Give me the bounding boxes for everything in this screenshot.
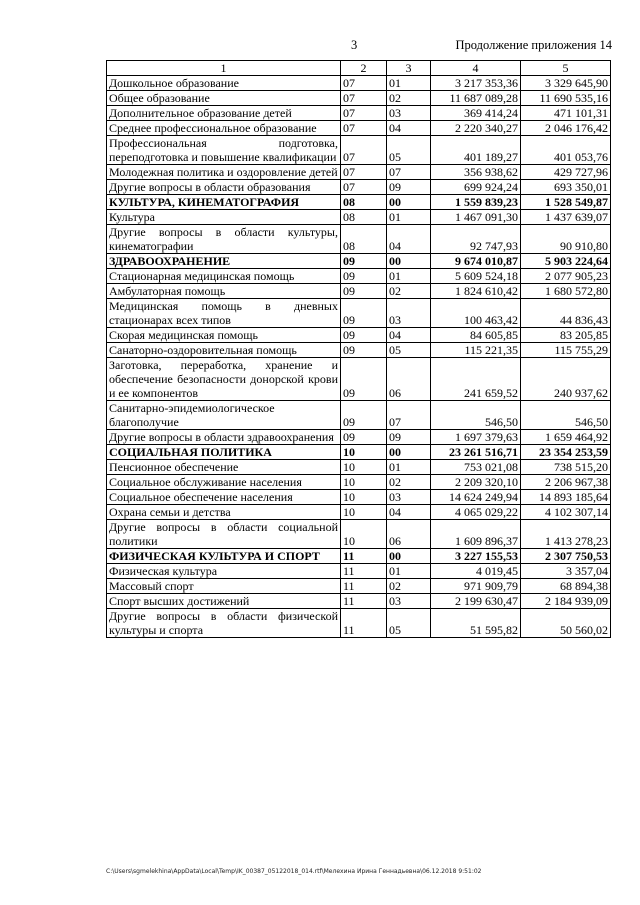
- row-name: ФИЗИЧЕСКАЯ КУЛЬТУРА И СПОРТ: [107, 549, 341, 564]
- value-year1: 92 747,93: [431, 225, 521, 254]
- subsection-code: 01: [387, 210, 431, 225]
- section-code: 07: [341, 76, 387, 91]
- row-name: Другие вопросы в области социальной политики: [107, 520, 341, 549]
- section-code: 09: [341, 328, 387, 343]
- section-code: 11: [341, 549, 387, 564]
- subsection-code: 02: [387, 284, 431, 299]
- value-year2: 23 354 253,59: [521, 445, 611, 460]
- row-name: Другие вопросы в области физической культуры и спорта: [107, 609, 341, 638]
- value-year1: 2 209 320,10: [431, 475, 521, 490]
- value-year2: 115 755,29: [521, 343, 611, 358]
- row-name: Среднее профессиональное образование: [107, 121, 341, 136]
- table-row: [107, 475, 611, 490]
- row-name: Санаторно-оздоровительная помощь: [107, 343, 341, 358]
- value-year2: 3 357,04: [521, 564, 611, 579]
- value-year2: 401 053,76: [521, 136, 611, 165]
- table-row: [107, 343, 611, 358]
- value-year1: 100 463,42: [431, 299, 521, 328]
- value-year1: 971 909,79: [431, 579, 521, 594]
- section-code: 11: [341, 609, 387, 638]
- row-name: Спорт высших достижений: [107, 594, 341, 609]
- table-row: [107, 254, 611, 269]
- row-name: Заготовка, переработка, хранение и обеспечение безопасности донорской крови и ее компонентов: [107, 358, 341, 401]
- table-row: [107, 195, 611, 210]
- column-header: 5: [521, 61, 611, 76]
- value-year1: 5 609 524,18: [431, 269, 521, 284]
- row-name: Дошкольное образование: [107, 76, 341, 91]
- subsection-code: 03: [387, 490, 431, 505]
- subsection-code: 05: [387, 609, 431, 638]
- subsection-code: 00: [387, 549, 431, 564]
- row-name: Другие вопросы в области образования: [107, 180, 341, 195]
- value-year2: 90 910,80: [521, 225, 611, 254]
- table-row: [107, 165, 611, 180]
- row-name: ЗДРАВООХРАНЕНИЕ: [107, 254, 341, 269]
- subsection-code: 03: [387, 106, 431, 121]
- table-row: [107, 106, 611, 121]
- value-year2: 693 350,01: [521, 180, 611, 195]
- value-year1: 1 467 091,30: [431, 210, 521, 225]
- section-code: 10: [341, 445, 387, 460]
- subsection-code: 09: [387, 180, 431, 195]
- row-name: Общее образование: [107, 91, 341, 106]
- table-row: [107, 358, 611, 401]
- value-year2: 14 893 185,64: [521, 490, 611, 505]
- table-row: [107, 284, 611, 299]
- table-header-row: [107, 61, 611, 76]
- row-name: Профессиональная подготовка, переподготовка и повышение квалификации: [107, 136, 341, 165]
- section-code: 08: [341, 210, 387, 225]
- row-name: Социальное обслуживание населения: [107, 475, 341, 490]
- section-code: 11: [341, 564, 387, 579]
- subsection-code: 04: [387, 225, 431, 254]
- value-year1: 3 217 353,36: [431, 76, 521, 91]
- table-row: [107, 579, 611, 594]
- appendix-title: Продолжение приложения 14: [455, 38, 612, 52]
- table-row: [107, 328, 611, 343]
- value-year2: 5 903 224,64: [521, 254, 611, 269]
- section-code: 09: [341, 284, 387, 299]
- subsection-code: 05: [387, 136, 431, 165]
- value-year1: 51 595,82: [431, 609, 521, 638]
- subsection-code: 00: [387, 445, 431, 460]
- section-code: 08: [341, 195, 387, 210]
- table-row: [107, 594, 611, 609]
- row-name: СОЦИАЛЬНАЯ ПОЛИТИКА: [107, 445, 341, 460]
- table-row: [107, 505, 611, 520]
- value-year1: 546,50: [431, 401, 521, 430]
- value-year2: 240 937,62: [521, 358, 611, 401]
- table-row: [107, 180, 611, 195]
- column-header: 2: [341, 61, 387, 76]
- subsection-code: 00: [387, 254, 431, 269]
- subsection-code: 04: [387, 505, 431, 520]
- value-year1: 2 220 340,27: [431, 121, 521, 136]
- section-code: 09: [341, 254, 387, 269]
- row-name: Социальное обеспечение населения: [107, 490, 341, 505]
- row-name: Санитарно-эпидемиологическое благополучие: [107, 401, 341, 430]
- value-year2: 2 184 939,09: [521, 594, 611, 609]
- section-code: 07: [341, 121, 387, 136]
- value-year2: 738 515,20: [521, 460, 611, 475]
- subsection-code: 01: [387, 460, 431, 475]
- table-row: [107, 445, 611, 460]
- value-year1: 401 189,27: [431, 136, 521, 165]
- value-year2: 2 307 750,53: [521, 549, 611, 564]
- section-code: 10: [341, 505, 387, 520]
- table-row: [107, 269, 611, 284]
- value-year1: 115 221,35: [431, 343, 521, 358]
- table-row: [107, 76, 611, 91]
- row-name: Культура: [107, 210, 341, 225]
- section-code: 10: [341, 475, 387, 490]
- row-name: Другие вопросы в области здравоохранения: [107, 430, 341, 445]
- value-year1: 3 227 155,53: [431, 549, 521, 564]
- section-code: 09: [341, 358, 387, 401]
- section-code: 09: [341, 343, 387, 358]
- value-year1: 23 261 516,71: [431, 445, 521, 460]
- subsection-code: 00: [387, 195, 431, 210]
- row-name: Охрана семьи и детства: [107, 505, 341, 520]
- value-year1: 753 021,08: [431, 460, 521, 475]
- subsection-code: 01: [387, 76, 431, 91]
- section-code: 10: [341, 490, 387, 505]
- row-name: Дополнительное образование детей: [107, 106, 341, 121]
- section-code: 07: [341, 136, 387, 165]
- section-code: 11: [341, 579, 387, 594]
- value-year1: 241 659,52: [431, 358, 521, 401]
- section-code: 08: [341, 225, 387, 254]
- row-name: Молодежная политика и оздоровление детей: [107, 165, 341, 180]
- value-year2: 546,50: [521, 401, 611, 430]
- section-code: 07: [341, 165, 387, 180]
- section-code: 07: [341, 91, 387, 106]
- row-name: Массовый спорт: [107, 579, 341, 594]
- value-year2: 1 437 639,07: [521, 210, 611, 225]
- value-year1: 369 414,24: [431, 106, 521, 121]
- value-year2: 1 528 549,87: [521, 195, 611, 210]
- page-number: 3: [351, 38, 358, 52]
- column-header: 1: [107, 61, 341, 76]
- value-year1: 1 609 896,37: [431, 520, 521, 549]
- table-row: [107, 91, 611, 106]
- subsection-code: 04: [387, 328, 431, 343]
- value-year2: 44 836,43: [521, 299, 611, 328]
- row-name: Медицинская помощь в дневных стационарах всех типов: [107, 299, 341, 328]
- value-year2: 471 101,31: [521, 106, 611, 121]
- table-row: [107, 225, 611, 254]
- subsection-code: 03: [387, 299, 431, 328]
- subsection-code: 06: [387, 358, 431, 401]
- table-row: [107, 564, 611, 579]
- subsection-code: 04: [387, 121, 431, 136]
- value-year1: 14 624 249,94: [431, 490, 521, 505]
- value-year2: 2 046 176,42: [521, 121, 611, 136]
- file-path-footer: C:\Users\sgmelekhina\AppData\Local\Temp\IK_00387_05122018_014.rtf\Мелехина Ирина Геннадьевна\06.12.2018 9:51:02: [106, 868, 482, 875]
- value-year1: 699 924,24: [431, 180, 521, 195]
- subsection-code: 02: [387, 475, 431, 490]
- subsection-code: 09: [387, 430, 431, 445]
- subsection-code: 07: [387, 401, 431, 430]
- section-code: 07: [341, 180, 387, 195]
- table-row: [107, 490, 611, 505]
- value-year2: 429 727,96: [521, 165, 611, 180]
- table-row: [107, 136, 611, 165]
- table-row: [107, 609, 611, 638]
- value-year2: 1 659 464,92: [521, 430, 611, 445]
- value-year2: 3 329 645,90: [521, 76, 611, 91]
- row-name: КУЛЬТУРА, КИНЕМАТОГРАФИЯ: [107, 195, 341, 210]
- value-year1: 2 199 630,47: [431, 594, 521, 609]
- subsection-code: 05: [387, 343, 431, 358]
- value-year2: 2 077 905,23: [521, 269, 611, 284]
- subsection-code: 06: [387, 520, 431, 549]
- value-year1: 84 605,85: [431, 328, 521, 343]
- table-row: [107, 299, 611, 328]
- subsection-code: 03: [387, 594, 431, 609]
- section-code: 09: [341, 269, 387, 284]
- table-row: [107, 401, 611, 430]
- subsection-code: 02: [387, 579, 431, 594]
- section-code: 10: [341, 460, 387, 475]
- value-year2: 50 560,02: [521, 609, 611, 638]
- row-name: Скорая медицинская помощь: [107, 328, 341, 343]
- section-code: 10: [341, 520, 387, 549]
- row-name: Амбулаторная помощь: [107, 284, 341, 299]
- section-code: 09: [341, 299, 387, 328]
- table-row: [107, 210, 611, 225]
- subsection-code: 01: [387, 269, 431, 284]
- subsection-code: 02: [387, 91, 431, 106]
- subsection-code: 01: [387, 564, 431, 579]
- section-code: 09: [341, 401, 387, 430]
- budget-table: [106, 60, 611, 638]
- value-year1: 11 687 089,28: [431, 91, 521, 106]
- value-year1: 4 019,45: [431, 564, 521, 579]
- value-year2: 68 894,38: [521, 579, 611, 594]
- value-year1: 1 824 610,42: [431, 284, 521, 299]
- value-year2: 1 680 572,80: [521, 284, 611, 299]
- value-year2: 2 206 967,38: [521, 475, 611, 490]
- value-year2: 4 102 307,14: [521, 505, 611, 520]
- row-name: Пенсионное обеспечение: [107, 460, 341, 475]
- column-header: 3: [387, 61, 431, 76]
- value-year1: 9 674 010,87: [431, 254, 521, 269]
- table-row: [107, 520, 611, 549]
- table-row: [107, 121, 611, 136]
- subsection-code: 07: [387, 165, 431, 180]
- value-year1: 1 697 379,63: [431, 430, 521, 445]
- row-name: Другие вопросы в области культуры, кинематографии: [107, 225, 341, 254]
- value-year2: 83 205,85: [521, 328, 611, 343]
- section-code: 07: [341, 106, 387, 121]
- row-name: Стационарная медицинская помощь: [107, 269, 341, 284]
- value-year1: 4 065 029,22: [431, 505, 521, 520]
- table-row: [107, 549, 611, 564]
- column-header: 4: [431, 61, 521, 76]
- value-year2: 1 413 278,23: [521, 520, 611, 549]
- table-row: [107, 460, 611, 475]
- row-name: Физическая культура: [107, 564, 341, 579]
- section-code: 09: [341, 430, 387, 445]
- value-year1: 356 938,62: [431, 165, 521, 180]
- value-year1: 1 559 839,23: [431, 195, 521, 210]
- table-row: [107, 430, 611, 445]
- section-code: 11: [341, 594, 387, 609]
- value-year2: 11 690 535,16: [521, 91, 611, 106]
